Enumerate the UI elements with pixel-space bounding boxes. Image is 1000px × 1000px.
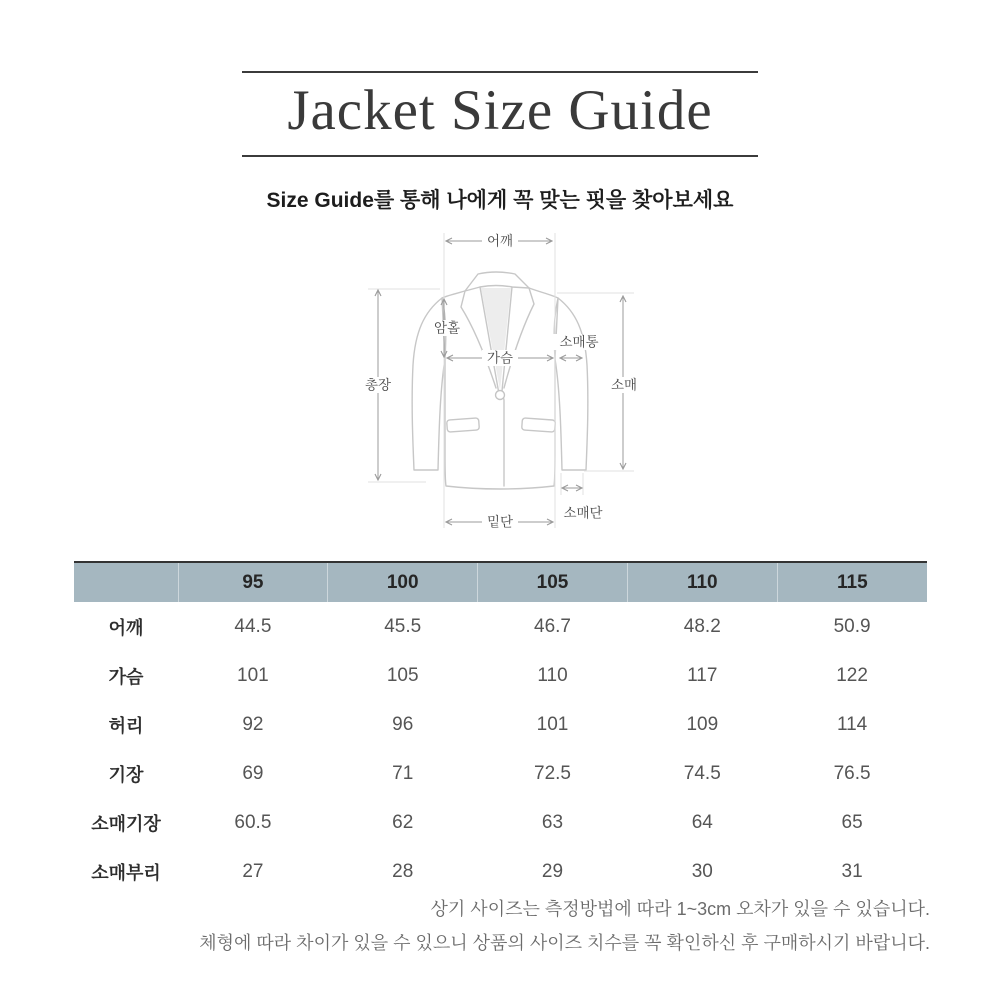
size-table-header [74, 562, 927, 602]
row-label: 기장 [108, 764, 144, 785]
sleeve-label: 소매 [610, 377, 638, 393]
jacket-left-pocket [447, 418, 480, 432]
size-value: 44.5 [234, 615, 272, 637]
size-value: 96 [392, 713, 414, 735]
armhole-label: 암홀 [433, 320, 461, 336]
size-value: 117 [687, 664, 718, 686]
size-value: 71 [392, 762, 414, 784]
row-label: 가슴 [108, 666, 144, 687]
size-column-header: 105 [478, 562, 628, 602]
page-title: Jacket Size Guide [287, 79, 713, 142]
jacket-illustration [412, 272, 588, 489]
size-value: 50.9 [833, 615, 871, 637]
size-table [74, 561, 927, 896]
size-value: 101 [237, 664, 269, 686]
size-value: 64 [691, 811, 713, 833]
size-value: 27 [242, 860, 264, 882]
size-value: 28 [392, 860, 414, 882]
size-column-header: 100 [328, 562, 478, 602]
table-row [74, 651, 927, 700]
shoulder-label: 어깨 [486, 233, 514, 249]
size-value: 109 [686, 713, 719, 735]
size-value: 92 [242, 713, 264, 735]
size-value: 29 [541, 860, 564, 882]
note-line: 체형에 따라 차이가 있을 수 있으니 상품의 사이즈 치수를 꼭 확인하신 후 구매하시기 바랍니다. [199, 933, 930, 953]
jacket-right-sleeve [555, 298, 588, 470]
row-label: 소매기장 [91, 813, 161, 834]
size-table-header-row [74, 562, 927, 602]
size-table-body [74, 602, 927, 896]
size-value: 122 [836, 664, 868, 686]
size-column-header-empty [74, 562, 178, 602]
size-value: 46.7 [534, 615, 571, 637]
table-row [74, 749, 927, 798]
table-row [74, 602, 927, 651]
jacket-diagram-svg [350, 218, 670, 558]
size-value: 63 [541, 811, 564, 833]
size-value: 110 [537, 664, 568, 686]
size-value: 101 [536, 713, 569, 735]
size-value: 45.5 [384, 615, 422, 637]
size-value: 62 [392, 811, 414, 833]
disclaimer-notes [199, 892, 930, 960]
size-value: 105 [386, 664, 419, 686]
size-value: 72.5 [534, 762, 571, 784]
sleeve-width-label: 소매통 [559, 334, 599, 350]
hem-label: 밑단 [486, 514, 514, 530]
size-value: 69 [242, 762, 264, 784]
size-value: 76.5 [833, 762, 871, 784]
page-subtitle: Size Guide를 통해 나에게 꼭 맞는 핏을 찾아보세요 [266, 189, 734, 212]
table-row [74, 798, 927, 847]
sleeve-cuff-label: 소매단 [563, 505, 603, 521]
jacket-button [496, 391, 505, 400]
row-label: 허리 [108, 715, 144, 736]
chest-label: 가슴 [486, 350, 514, 366]
row-label: 어깨 [108, 617, 144, 638]
total-length-label: 총장 [364, 377, 392, 393]
size-value: 30 [691, 860, 713, 882]
row-label: 소매부리 [91, 862, 161, 883]
size-value: 60.5 [234, 811, 272, 833]
table-row [74, 847, 927, 896]
size-value: 74.5 [683, 762, 721, 784]
size-value: 48.2 [683, 615, 721, 637]
size-column-header: 110 [627, 562, 777, 602]
size-value: 114 [836, 713, 868, 735]
title-block [242, 71, 758, 157]
size-column-header: 95 [178, 562, 328, 602]
table-row [74, 700, 927, 749]
jacket-measurement-diagram [350, 218, 670, 558]
size-value: 65 [841, 811, 863, 833]
jacket-right-pocket [522, 418, 556, 432]
size-value: 31 [841, 860, 863, 882]
note-line: 상기 사이즈는 측정방법에 따라 1~3cm 오차가 있을 수 있습니다. [430, 899, 930, 919]
size-column-header: 115 [777, 562, 927, 602]
